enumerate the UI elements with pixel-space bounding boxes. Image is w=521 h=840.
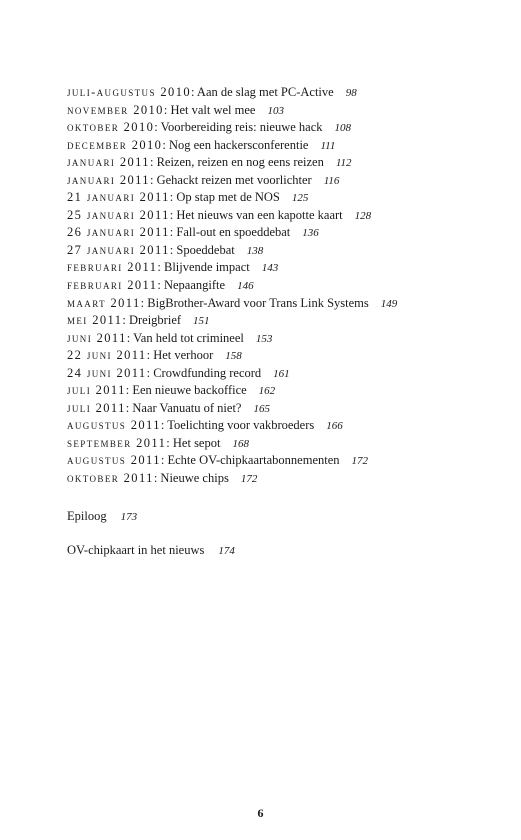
toc-entry-separator: : [169,225,177,240]
toc-entry-separator: : [169,190,177,205]
toc-entry-separator: : [160,453,168,468]
toc-entry-separator: : [191,85,197,99]
toc-entry [67,154,507,172]
toc-entry-title: Van held tot crimineel [133,330,244,345]
toc-entry-separator: : [169,242,177,257]
page-number: 6 [257,806,264,820]
toc-entry-separator: : [125,383,133,398]
toc-entry-separator: : [122,313,129,328]
section-page-number: 174 [218,545,235,557]
toc-entry-date: oktober 2010 [67,120,155,135]
toc-entry-date: oktober 2011 [67,471,154,486]
toc-entry-date: 27 januari 2011 [67,242,170,257]
toc-entry-separator: : [154,120,161,135]
toc-entry-separator: : [149,172,157,187]
toc-entry-title: Crowdfunding record [153,365,262,380]
toc-entry-page-number: 149 [380,297,398,310]
toc-entry-title: Dreigbrief [128,313,182,328]
toc-entry-separator: : [149,155,157,170]
toc-entry [67,347,507,365]
toc-entry-separator: : [163,102,171,117]
toc-entry-title: BigBrother-Award voor Trans Link Systems [147,295,369,310]
toc-entry-page-number: 161 [273,367,290,380]
toc-entry-date: 22 juni 2011 [67,348,147,363]
toc-entry-page-number: 151 [193,315,210,328]
toc-entry-title: Blijvende impact [163,260,250,275]
toc-entry [67,172,507,190]
toc-entry-page-number: 116 [323,174,340,187]
toc-entry [67,242,507,260]
toc-entry-date: december 2010 [67,137,163,152]
toc-entry-page-number: 108 [334,122,352,135]
toc-entry-date: augustus 2011 [67,418,161,433]
table-of-contents [67,84,507,488]
toc-entry-separator: : [166,435,173,450]
toc-entry-separator: : [157,278,164,293]
toc-entry-page-number: 146 [237,280,254,293]
toc-entry-title: Echte OV-chipkaartabonnementen [167,453,340,468]
toc-entry [67,417,507,435]
toc-entry-page-number: 162 [258,385,276,398]
toc-entry-title: Het valt wel mee [170,102,256,117]
toc-entry-title: Fall-out en spoeddebat [176,225,291,240]
toc-entry-date: januari 2011 [67,155,150,170]
toc-entry-date: 26 januari 2011 [67,225,170,240]
toc-entry-date: maart 2011 [67,295,141,310]
toc-entry-title: Nog een hackersconferentie [168,137,309,152]
toc-entry-separator: : [125,400,133,415]
toc-entry-title: Toelichting voor vakbroeders [167,418,315,433]
toc-entry-title: Gehackt reizen met voorlichter [156,172,312,187]
toc-entry-page-number: 128 [354,209,372,222]
toc-entry-title: Het verhoor [153,348,214,363]
section-title: OV-chipkaart in het nieuws [67,543,205,557]
toc-entry-page-number: 165 [253,402,270,415]
toc-entry [67,365,507,383]
toc-entry [67,259,507,277]
toc-entry [67,382,507,400]
toc-entry-title: Voorbereiding reis: nieuwe hack [160,120,323,135]
toc-entry [67,224,507,242]
toc-entry-separator: : [169,207,177,222]
toc-entry-separator: : [153,471,161,486]
toc-entry-page-number: 172 [351,455,369,468]
toc-entry-title: Nepaangifte [163,278,226,293]
toc-entry [67,84,507,102]
toc-entry-page-number: 166 [326,420,343,433]
toc-entry [67,400,507,418]
toc-entry-separator: : [162,137,169,152]
toc-entry-separator: : [157,260,164,275]
toc-entry [67,435,507,453]
toc-entry-separator: : [146,348,154,363]
toc-entry-title: Nieuwe chips [160,471,229,486]
toc-entry-title: Reizen, reizen en nog eens reizen [156,155,324,170]
toc-entry-date: 25 januari 2011 [67,207,170,222]
toc-entry [67,207,507,225]
toc-entry-separator: : [146,365,154,380]
toc-entry-date: 21 januari 2011 [67,190,170,205]
toc-entry-date: augustus 2011 [67,453,161,468]
toc-entry-title: Het nieuws van een kapotte kaart [176,207,343,222]
toc-entry-page-number: 136 [302,227,319,240]
toc-entry [67,452,507,470]
toc-entry-title: Aan de slag met PC-Active [196,85,334,99]
toc-entry-page-number: 125 [291,192,309,205]
toc-entry-title: Een nieuwe backoffice [132,383,247,398]
toc-entry-page-number: 153 [255,332,273,345]
toc-entry-date: januari 2011 [67,172,150,187]
toc-entry-title: Op stap met de NOS [176,190,280,205]
toc-entry [67,102,507,120]
toc-entry-page-number: 158 [225,350,242,363]
toc-entry-title: Naar Vanuatu of niet? [132,400,242,415]
section-title: Epiloog [67,509,107,523]
toc-entry-page-number: 172 [240,473,258,486]
toc-entry [67,330,507,348]
toc-entry-date: februari 2011 [67,278,158,293]
toc-entry-separator: : [160,418,168,433]
toc-entry-date: juli-augustus 2010 [67,85,191,99]
toc-entry-separator: : [126,330,134,345]
toc-entry [67,295,507,313]
toc-entry-page-number: 143 [261,262,279,275]
toc-entry-title: Spoeddebat [176,242,235,257]
toc-entry [67,119,507,137]
toc-entry-page-number: 103 [267,104,284,117]
toc-entry [67,189,507,207]
toc-entry-date: mei 2011 [67,313,123,328]
toc-entry-date: juli 2011 [67,383,126,398]
toc-entry-date: 24 juni 2011 [67,365,147,380]
toc-entry-date: november 2010 [67,102,164,117]
toc-entry-separator: : [140,295,148,310]
toc-entry-page-number: 138 [246,244,264,257]
toc-section-ov-chipkaart-in-het-nieuws [67,543,235,558]
toc-entry-date: juli 2011 [67,400,126,415]
toc-entry [67,470,507,488]
toc-entry-page-number: 98 [345,87,357,99]
toc-entry-date: februari 2011 [67,260,158,275]
toc-entry-title: Het sepot [172,435,221,450]
toc-entry-date: september 2011 [67,435,167,450]
toc-entry [67,312,507,330]
toc-entry-page-number: 168 [232,437,249,450]
toc-entry [67,277,507,295]
toc-entry-page-number: 112 [335,157,352,170]
section-page-number: 173 [120,511,138,523]
toc-entry [67,137,507,155]
toc-entry-date: juni 2011 [67,330,127,345]
toc-section-epiloog [67,509,137,524]
toc-entry-page-number: 111 [320,139,336,152]
